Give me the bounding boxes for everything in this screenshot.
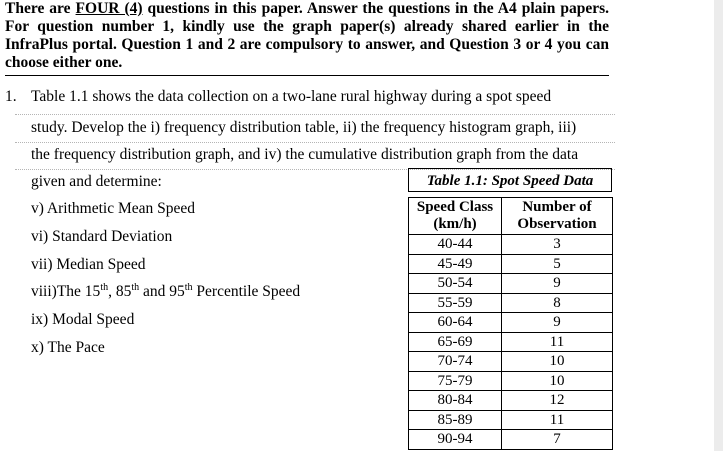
speed-class-cell: 85-89 xyxy=(409,410,502,430)
observation-cell: 11 xyxy=(502,332,613,352)
observation-cell: 11 xyxy=(502,410,613,430)
speed-class-cell: 40-44 xyxy=(409,235,502,255)
item-modal-speed: ix) Modal Speed xyxy=(31,311,135,328)
table-row xyxy=(409,410,613,430)
header-speed-class xyxy=(409,198,502,235)
instructions-question-count: FOUR (4) xyxy=(75,0,143,17)
header-observations-line2: Observation xyxy=(517,216,597,232)
speed-class-cell: 90-94 xyxy=(409,430,502,450)
question-line-4: given and determine: xyxy=(31,173,162,190)
observation-cell: 12 xyxy=(502,391,613,411)
instructions-text-rest: questions in this paper. Answer the questions in the A4 plain papers. For question number 1, kindly use the graph paper(s) already shared earlier in the InfraPlus portal. Question 1 and 2 are compulsory to answer, and Question 3 or 4 you can choose either one. xyxy=(5,0,610,71)
question-number: 1. xyxy=(5,88,17,105)
item-standard-deviation: vi) Standard Deviation xyxy=(31,228,173,245)
observation-cell: 5 xyxy=(502,254,613,274)
page-edge xyxy=(714,0,723,451)
observation-cell: 3 xyxy=(502,235,613,255)
percentile-text-4: Percentile Speed xyxy=(192,283,301,300)
observation-cell: 8 xyxy=(502,293,613,313)
header-speed-class-line2: (km/h) xyxy=(433,216,477,232)
percentile-sup-1: th xyxy=(100,282,109,293)
line-divider xyxy=(15,142,615,143)
speed-class-cell: 75-79 xyxy=(409,371,502,391)
item-percentile-speed xyxy=(31,283,300,301)
header-observations-line1: Number of xyxy=(522,199,592,215)
table-row xyxy=(409,352,613,372)
table-header-row xyxy=(409,198,613,235)
item-pace: x) The Pace xyxy=(31,339,105,356)
table-row xyxy=(409,313,613,333)
table-caption: Table 1.1: Spot Speed Data xyxy=(408,168,612,192)
percentile-text-1: viii)The 15 xyxy=(31,283,101,300)
observation-cell: 9 xyxy=(502,274,613,294)
observation-cell: 10 xyxy=(502,352,613,372)
item-median-speed: vii) Median Speed xyxy=(31,256,146,273)
table-row xyxy=(409,293,613,313)
percentile-sup-2: th xyxy=(131,282,140,293)
observation-cell: 7 xyxy=(502,430,613,450)
question-line-3: the frequency distribution graph, and iv) the cumulative distribution graph from the data xyxy=(31,146,579,163)
percentile-sup-3: th xyxy=(184,282,193,293)
observation-cell: 9 xyxy=(502,313,613,333)
line-divider xyxy=(15,114,615,115)
observation-cell: 10 xyxy=(502,371,613,391)
speed-class-cell: 70-74 xyxy=(409,352,502,372)
table-row xyxy=(409,235,613,255)
speed-class-cell: 65-69 xyxy=(409,332,502,352)
percentile-text-2: , 85 xyxy=(108,283,132,300)
instructions-text-start: There are xyxy=(5,0,76,17)
table-row xyxy=(409,274,613,294)
speed-class-cell: 60-64 xyxy=(409,313,502,333)
question-line-2: study. Develop the i) frequency distribution table, ii) the frequency histogram graph, iii) xyxy=(31,119,577,136)
question-line-1: Table 1.1 shows the data collection on a two-lane rural highway during a spot speed xyxy=(31,88,552,105)
header-speed-class-line1: Speed Class xyxy=(416,199,494,215)
speed-class-cell: 50-54 xyxy=(409,274,502,294)
table-row xyxy=(409,391,613,411)
header-observations xyxy=(502,198,613,235)
table-row xyxy=(409,332,613,352)
table-row xyxy=(409,371,613,391)
item-mean-speed: v) Arithmetic Mean Speed xyxy=(31,200,195,217)
speed-class-cell: 45-49 xyxy=(409,254,502,274)
speed-class-cell: 80-84 xyxy=(409,391,502,411)
speed-class-cell: 55-59 xyxy=(409,293,502,313)
exam-instructions xyxy=(5,0,609,76)
table-row xyxy=(409,430,613,450)
percentile-text-3: and 95 xyxy=(139,283,185,300)
spot-speed-table xyxy=(408,197,613,450)
table-row xyxy=(409,254,613,274)
